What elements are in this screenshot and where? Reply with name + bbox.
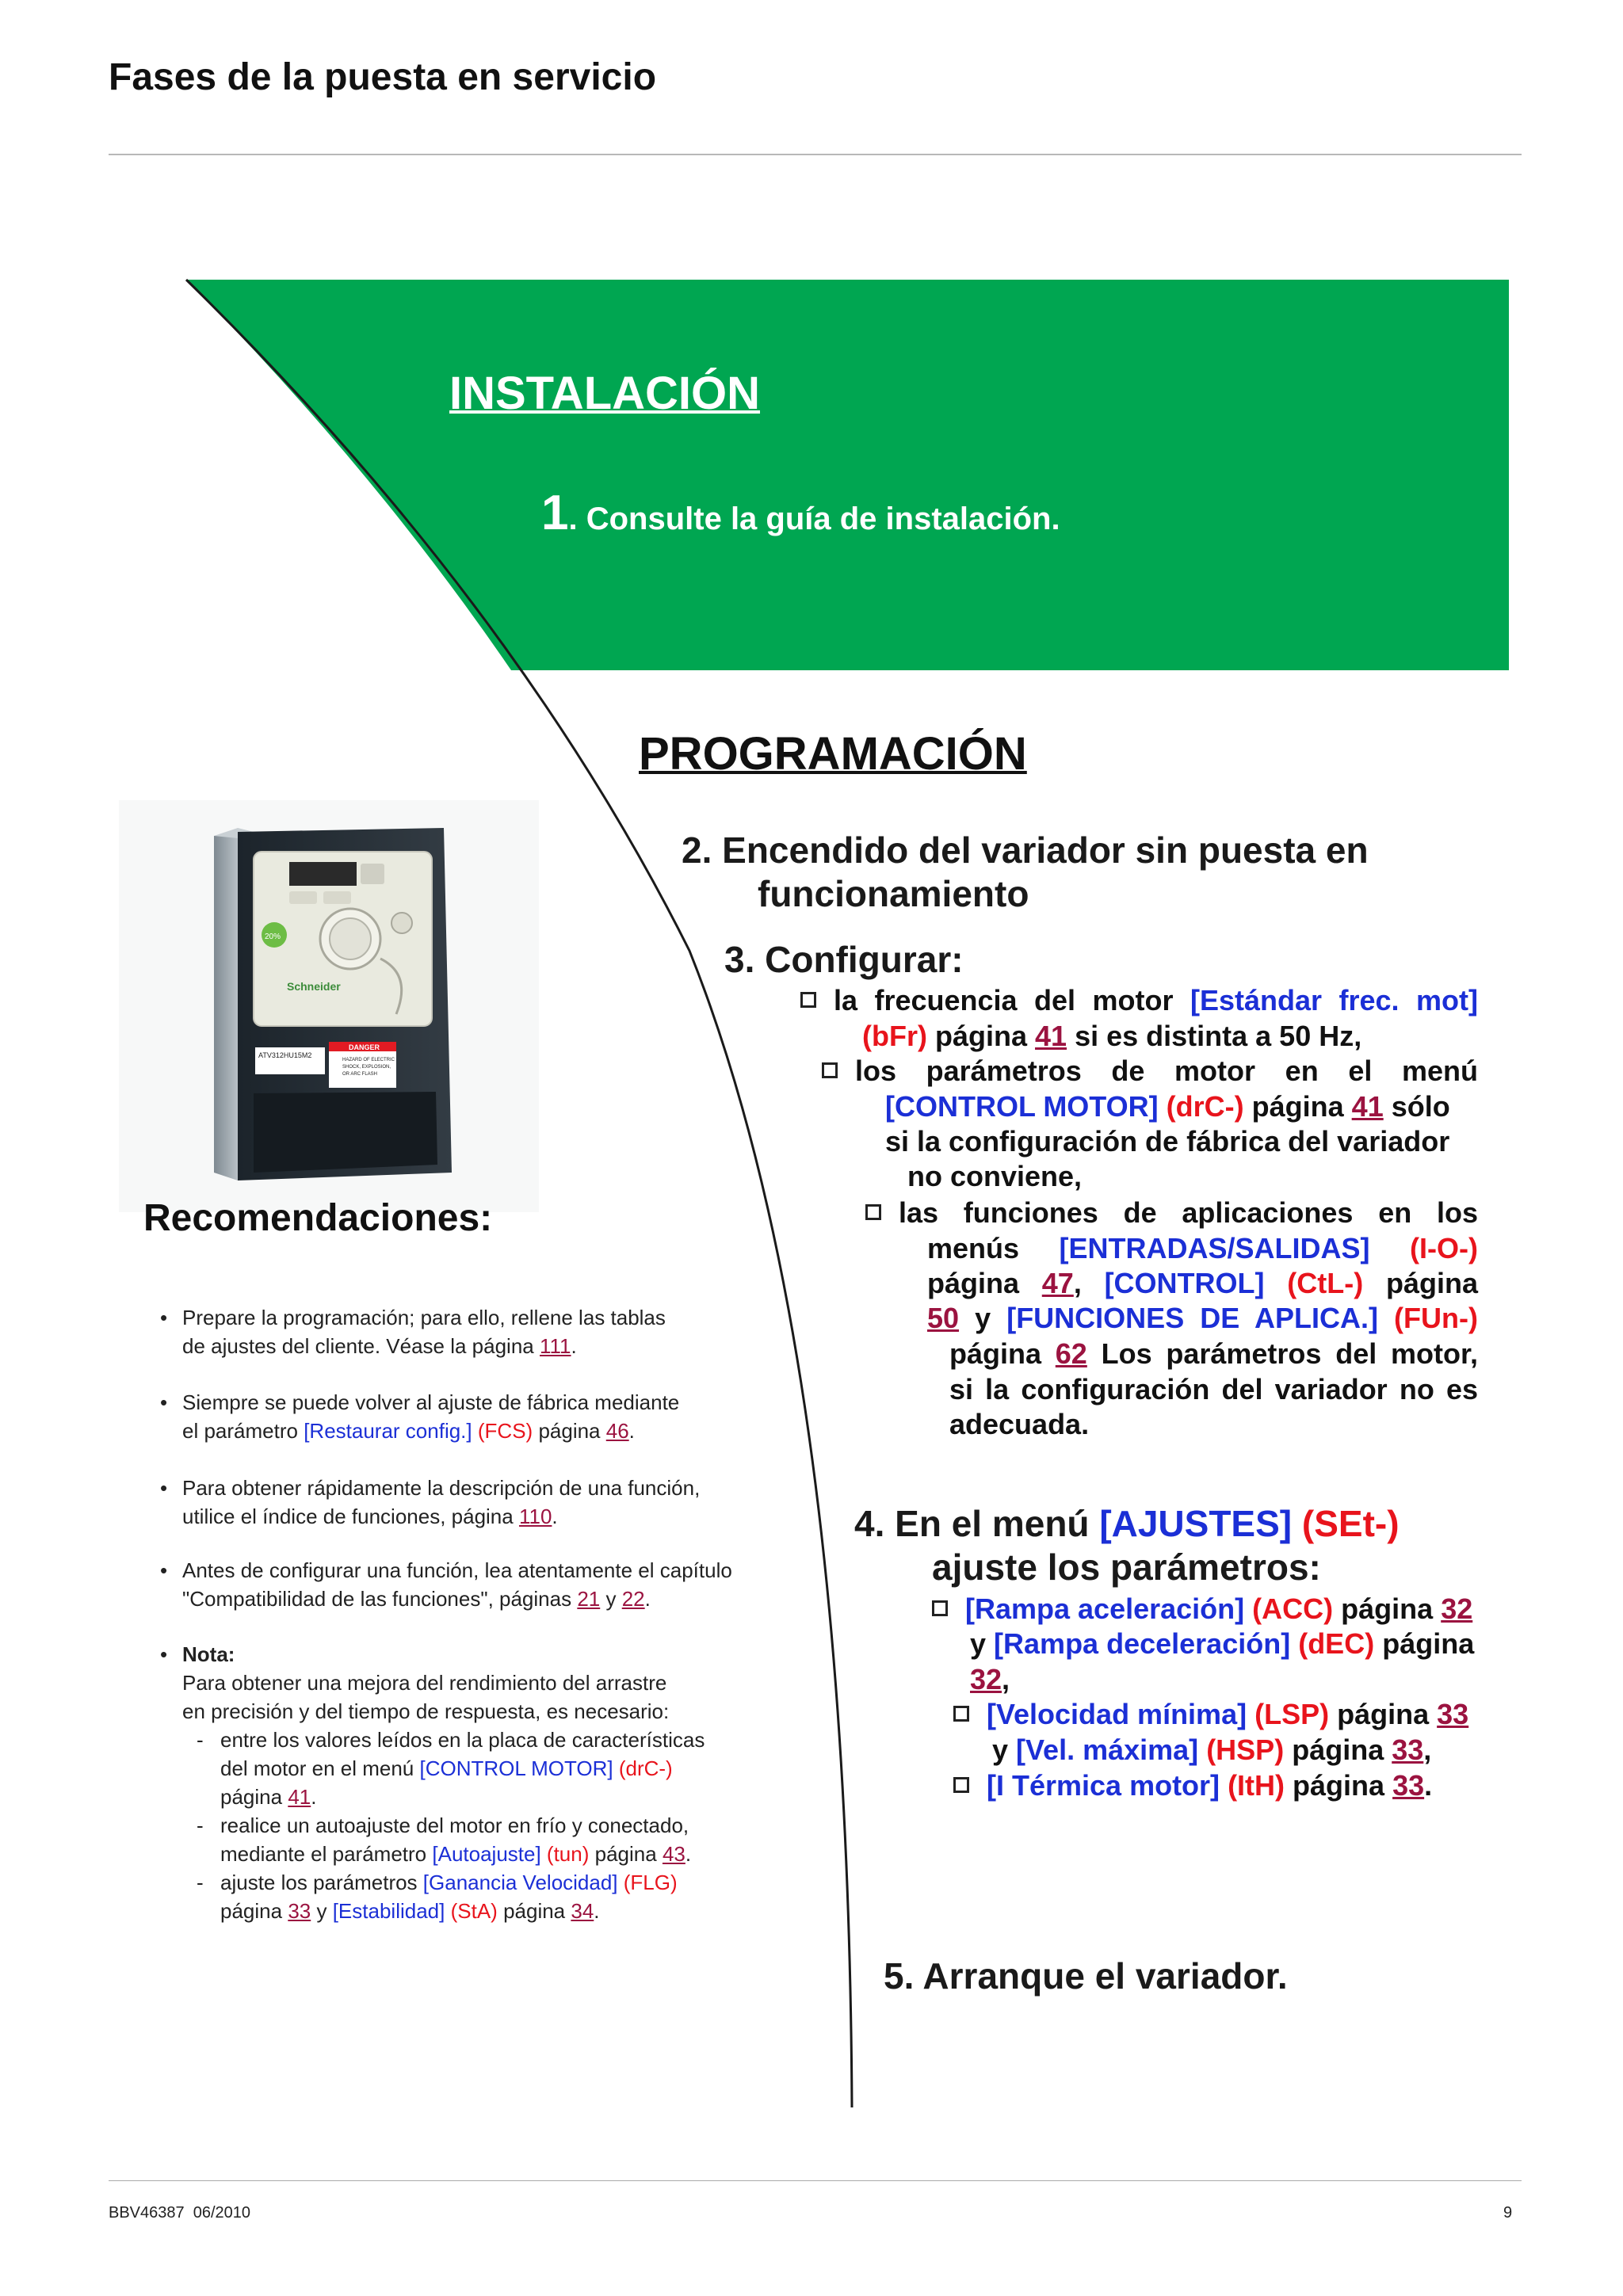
step-4-item-1-line1: [Rampa aceleración] (ACC) página 32: [932, 1591, 1472, 1627]
step-text: . Consulte la guía de instalación.: [568, 502, 1060, 536]
checkbox-icon: [953, 1777, 969, 1793]
warning-line-1: HAZARD OF ELECTRIC: [342, 1058, 395, 1062]
brand-logo: Schneider: [287, 980, 341, 993]
step-3-item-3-line3: página 47, [CONTROL] (CtL-) página: [927, 1267, 1478, 1299]
step-2-line2: funcionamiento: [758, 873, 1029, 914]
step-3-item-1-line2: (bFr) página 41 si es distinta a 50 Hz,: [862, 1020, 1362, 1052]
step-4-item-1-line3: 32,: [970, 1663, 1010, 1695]
page-link-33[interactable]: 33: [1392, 1769, 1425, 1802]
page-link-110[interactable]: 110: [518, 1505, 552, 1528]
page-link-33[interactable]: 33: [1392, 1733, 1424, 1766]
model-label: ATV312HU15M2: [258, 1051, 312, 1059]
step-3-item-2-line1: los parámetros de motor en el menú: [822, 1053, 1478, 1089]
danger-label: DANGER: [349, 1043, 380, 1051]
step-3-item-3-line7: adecuada.: [949, 1408, 1090, 1440]
step-3-item-3-line5: página 62 Los parámetros del motor,: [949, 1337, 1478, 1370]
checkbox-icon: [865, 1204, 881, 1220]
variable-speed-drive-image: [119, 800, 539, 1212]
page-link-21[interactable]: 21: [577, 1587, 601, 1611]
page-link-32[interactable]: 32: [970, 1663, 1002, 1695]
step-3-item-2-line2: [CONTROL MOTOR] (drC-) página 41 sólo: [885, 1090, 1450, 1123]
step-5: 5. Arranque el variador.: [884, 1955, 1288, 1997]
step-4-item-1-line2: y [Rampa deceleración] (dEC) página: [970, 1627, 1475, 1660]
checkbox-icon: [822, 1062, 838, 1078]
warning-line-2: SHOCK, EXPLOSION,: [342, 1065, 391, 1070]
installation-step: [541, 485, 1060, 541]
page-number: 9: [1503, 2204, 1513, 2222]
step-3-item-1-line1: la frecuencia del motor [Estándar frec. mot]: [800, 982, 1478, 1018]
checkbox-icon: [800, 992, 816, 1008]
bullet-icon: •: [160, 1306, 168, 1329]
recommendation-2: • Siempre se puede volver al ajuste de fábrica mediante el parámetro [Restaurar config.] (FCS) página 46.: [182, 1388, 785, 1445]
step-4-item-2-line1: [Velocidad mínima] (LSP) página 33: [953, 1696, 1468, 1732]
bullet-icon: •: [160, 1558, 168, 1582]
page-link-32[interactable]: 32: [1441, 1592, 1473, 1625]
note-item-1: - entre los valores leídos en la placa de características del motor en el menú [CONTROL MOTOR] (drC-) página 41.: [182, 1726, 800, 1811]
recommendation-4: • Antes de configurar una función, lea atentamente el capítulo "Compatibilidad de las funciones", páginas 21 y 22.: [182, 1556, 800, 1613]
step-3-item-2-line3: si la configuración de fábrica del variador: [885, 1125, 1450, 1158]
recommendation-note: • Nota: Para obtener una mejora del rendimiento del arrastre en precisión y del tiempo de respuesta, es necesario: - entre los valores leídos en la placa de características del motor en el menú [CONTROL MOTOR] (drC-) página 41. - realice un autoajuste del motor en frío y conectado, mediante el parámetro [Autoajuste] (tun) página 43. - ajuste los parámetros [Ganancia Velocidad] (FLG) página 33 y [Estabilidad] (StA) página 34.: [182, 1640, 800, 1925]
page-link-41[interactable]: 41: [288, 1785, 311, 1809]
page-link-111[interactable]: 111: [540, 1334, 571, 1358]
page-link-34[interactable]: 34: [571, 1899, 594, 1923]
warning-line-3: OR ARC FLASH: [342, 1072, 378, 1077]
page-link-46[interactable]: 46: [605, 1419, 629, 1443]
installation-title: INSTALACIÓN: [449, 368, 761, 419]
bullet-icon: •: [160, 1390, 168, 1414]
step-4-line2: ajuste los parámetros:: [932, 1547, 1321, 1588]
page-link-47[interactable]: 47: [1041, 1267, 1074, 1299]
dash-icon: -: [197, 1728, 204, 1752]
recommendation-3: • Para obtener rápidamente la descripción de una función, utilice el índice de funciones, página 110.: [182, 1474, 785, 1531]
note-item-3: - ajuste los parámetros [Ganancia Velocidad] (FLG) página 33 y [Estabilidad] (StA) página 34.: [182, 1868, 800, 1925]
page-link-33[interactable]: 33: [1437, 1698, 1469, 1730]
dash-icon: -: [197, 1814, 204, 1837]
page-link-33[interactable]: 33: [288, 1899, 311, 1923]
footer-divider: [109, 2180, 1522, 2181]
step-3-item-3-line6: si la configuración del variador no es: [949, 1373, 1478, 1405]
step-4-line1: 4. En el menú [AJUSTES] (SEt-): [854, 1503, 1400, 1544]
step-3-item-3-line1: las funciones de aplicaciones en los: [865, 1195, 1478, 1230]
efficiency-badge: 20%: [265, 933, 281, 941]
step-3-item-2-line4: no conviene,: [907, 1160, 1083, 1192]
step-3-item-3-line2: menús [ENTRADAS/SALIDAS] (I-O-): [927, 1232, 1478, 1264]
bullet-icon: •: [160, 1476, 168, 1500]
step-number: 1: [541, 486, 569, 540]
step-4-item-2-line2: y [Vel. máxima] (HSP) página 33,: [992, 1733, 1432, 1766]
note-item-2: - realice un autoajuste del motor en frío y conectado, mediante el parámetro [Autoajuste] (tun) página 43.: [182, 1811, 800, 1868]
checkbox-icon: [953, 1706, 969, 1722]
page-link-62[interactable]: 62: [1055, 1337, 1087, 1370]
page-link-50[interactable]: 50: [927, 1302, 960, 1334]
recommendations-title: Recomendaciones:: [143, 1197, 493, 1239]
document-code: BBV46387 06/2010: [109, 2204, 251, 2222]
page-link-22[interactable]: 22: [621, 1587, 645, 1611]
checkbox-icon: [932, 1600, 948, 1616]
recommendation-1: • Prepare la programación; para ello, rellene las tablas de ajustes del cliente. Véase la página 111.: [182, 1303, 785, 1360]
page-link-43[interactable]: 43: [662, 1842, 685, 1866]
programming-title: PROGRAMACIÓN: [639, 728, 1027, 780]
step-3-item-3-line4: 50 y [FUNCIONES DE APLICA.] (FUn-): [927, 1302, 1478, 1334]
step-4-item-3-line1: [I Térmica motor] (ItH) página 33.: [953, 1768, 1432, 1803]
step-2-line1: 2. Encendido del variador sin puesta en: [682, 830, 1369, 871]
installation-banner: [186, 280, 1509, 670]
page-link-41[interactable]: 41: [1351, 1090, 1384, 1123]
dash-icon: -: [197, 1871, 204, 1894]
page-title: Fases de la puesta en servicio: [109, 56, 657, 98]
bullet-icon: •: [160, 1642, 168, 1666]
page-link-41[interactable]: 41: [1035, 1020, 1067, 1052]
step-3-title: 3. Configurar:: [724, 939, 964, 980]
